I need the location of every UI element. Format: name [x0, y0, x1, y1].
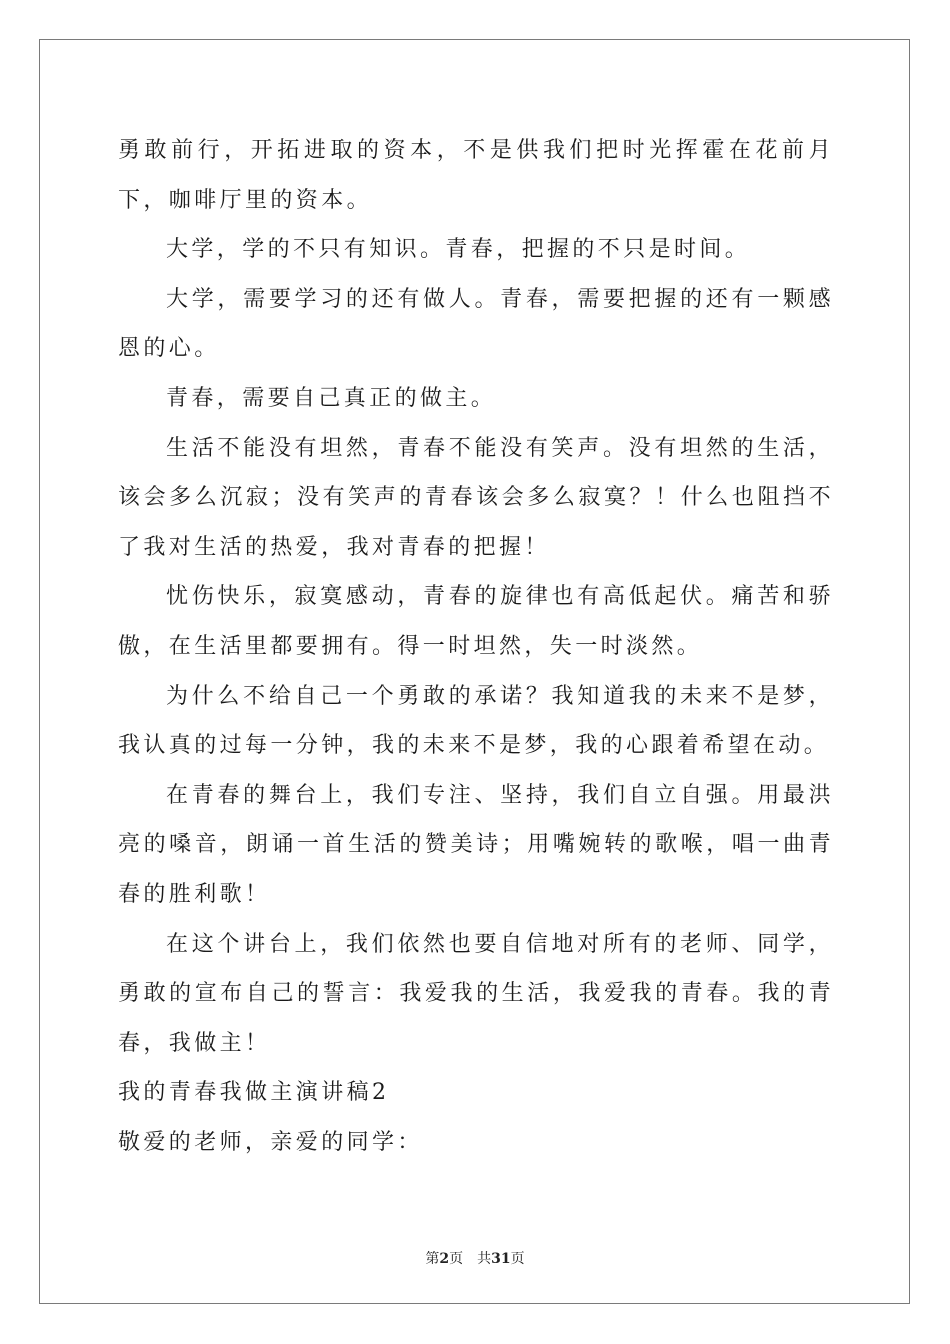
section-heading: 我的青春我做主演讲稿2 — [118, 1080, 390, 1106]
paragraph: 勇敢前行，开拓进取的资本，不是供我们把时光挥霍在花前月下，咖啡厅里的资本。 — [118, 138, 834, 213]
paragraph: 在青春的舞台上，我们专注、坚持，我们自立自强。用最洪亮的嗓音，朗诵一首生活的赞美诗；用嘴婉转的歌喉，唱一曲青春的胜利歌！ — [118, 782, 834, 907]
paragraph: 大学，需要学习的还有做人。青春，需要把握的还有一颗感恩的心。 — [118, 286, 834, 362]
paragraph: 为什么不给自己一个勇敢的承诺？我知道我的未来不是梦，我认真的过每一分钟，我的未来不是梦，我的心跟着希望在动。 — [118, 683, 834, 759]
page-prefix: 第 — [425, 1251, 440, 1267]
salutation: 敬爱的老师，亲爱的同学： — [118, 1129, 423, 1155]
total-prefix: 共 — [477, 1251, 492, 1267]
document-body — [118, 126, 834, 1167]
page-footer — [0, 1248, 950, 1268]
paragraph: 生活不能没有坦然，青春不能没有笑声。没有坦然的生活，该会多么沉寂；没有笑声的青春该会多么寂寞？！什么也阻挡不了我对生活的热爱，我对青春的把握！ — [118, 435, 834, 560]
paragraph: 青春，需要自己真正的做主。 — [166, 385, 497, 411]
paragraph: 大学，学的不只有知识。青春，把握的不只是时间。 — [166, 237, 751, 263]
page-suffix: 页 — [449, 1251, 464, 1267]
paragraph: 在这个讲台上，我们依然也要自信地对所有的老师、同学，勇敢的宣布自己的誓言：我爱我的生活，我爱我的青春。我的青春，我做主！ — [118, 931, 834, 1056]
total-suffix: 页 — [510, 1251, 525, 1267]
paragraph: 忧伤快乐，寂寞感动，青春的旋律也有高低起伏。痛苦和骄傲，在生活里都要拥有。得一时坦然，失一时淡然。 — [118, 584, 834, 659]
total-pages: 31 — [491, 1251, 511, 1267]
page-number: 2 — [439, 1251, 450, 1267]
